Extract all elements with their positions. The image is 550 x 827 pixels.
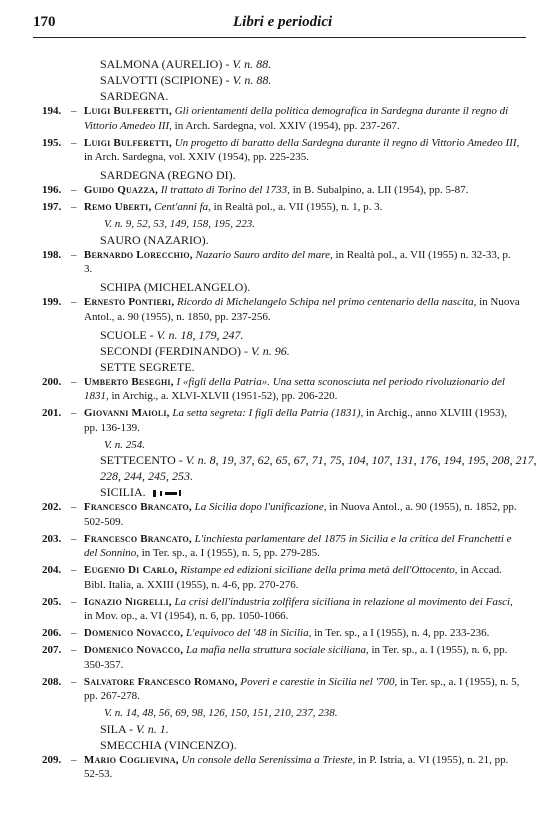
- entry-reference: in Accad. Bibl. Italia, a. XXIII (1955), n. 4-6, pp. 270-276.: [84, 564, 502, 591]
- entry-number: 194.: [42, 105, 62, 117]
- entry-title: Un console della Serenissima a Trieste,: [181, 753, 356, 766]
- entry-author: Luigi Bulferetti,: [83, 136, 172, 149]
- entry-author: Luigi Bulferetti,: [83, 105, 172, 117]
- entry-dash: –: [71, 595, 77, 608]
- subject-heading-text: SALMONA (AURELIO) -: [100, 57, 233, 71]
- entry-number: 197.: [42, 201, 62, 213]
- entry-title: Un progetto di baratto della Sardegna durante il regno di Vittorio Amedeo III,: [174, 136, 520, 149]
- entry-number: 200.: [42, 375, 62, 388]
- entry-dash: –: [71, 675, 77, 688]
- entry-title: Il trattato di Torino del 1733,: [160, 184, 290, 196]
- subject-heading: [0, 343, 550, 359]
- subject-heading: [0, 279, 550, 295]
- subject-heading: [0, 359, 550, 375]
- entry-title: Ristampe ed edizioni siciliane della prima metà dell'Ottocento,: [180, 564, 458, 576]
- entry-author: Giovanni Maioli,: [83, 407, 170, 419]
- entry-reference: in Mov. op., a. VI (1954), n. 6, pp. 1050-1066.: [84, 610, 289, 622]
- subject-heading-text: SILA -: [100, 721, 136, 736]
- entry-title: La setta segreta: I figli della Patria (1831),: [172, 407, 364, 419]
- subject-heading: [0, 452, 550, 484]
- bibliography-entry: [0, 563, 550, 592]
- subject-heading-text: SECONDI (FERDINANDO) -: [100, 343, 251, 358]
- subject-heading-text: SETTE SEGRETE.: [100, 359, 195, 374]
- bibliography-entry: [0, 136, 550, 165]
- bibliography-entry: [0, 406, 550, 435]
- entry-author: Bernardo Lorecchio,: [83, 248, 193, 261]
- entry-body: [0, 643, 550, 672]
- entry-title: Poveri e carestie in Sicilia nel '700,: [240, 675, 398, 688]
- entry-title: La crisi dell'industria zolfifera siciliana in relazione al movimento dei Fasci,: [174, 595, 513, 608]
- entry-dash: –: [71, 248, 77, 261]
- entry-title: Nazario Sauro ardito del mare,: [195, 248, 333, 261]
- entry-title: Gli orientamenti della politica demografica in Sardegna durante il regno di Vittorio Amedeo III,: [84, 105, 509, 132]
- subject-heading: [0, 737, 550, 753]
- page-header: [33, 14, 526, 38]
- subject-heading: [0, 232, 550, 248]
- cross-reference: V. n. 88.: [232, 57, 272, 71]
- entry-author: Umberto Beseghi,: [83, 375, 174, 388]
- bibliography-entry: [0, 183, 550, 198]
- cross-reference: V. n. 1.: [136, 721, 169, 736]
- entry-dash: –: [71, 375, 77, 388]
- subject-heading: [0, 484, 550, 500]
- running-head: Libri e periodici: [233, 14, 333, 30]
- entry-reference: in Archig., anno XLVIII (1953), pp. 136-139.: [84, 407, 508, 434]
- entry-title: Cent'anni fa,: [154, 201, 211, 213]
- entry-author: Remo Uberti,: [83, 201, 152, 213]
- subject-heading-text: SAURO (NAZARIO).: [100, 232, 209, 247]
- cross-reference: V. n. 96.: [251, 343, 290, 358]
- subject-heading: [0, 72, 550, 88]
- entry-title: L'equivoco del '48 in Sicilia,: [185, 627, 312, 639]
- bibliography-entry: [0, 375, 550, 404]
- entry-body: [0, 675, 550, 704]
- entry-reference: in Ter. sp., a I (1955), n. 4, pp. 233-236.: [314, 627, 490, 639]
- bibliography-entry: [0, 500, 550, 529]
- bibliography-entry: [0, 248, 550, 277]
- entry-author: Guido Quazza,: [83, 184, 159, 196]
- bibliography-list: [0, 56, 550, 784]
- bibliography-entry: [0, 626, 550, 641]
- ink-smudge-mark: [152, 489, 184, 498]
- entry-author: Domenico Novacco,: [83, 627, 184, 639]
- entry-number: 209.: [42, 753, 62, 766]
- entry-body: [0, 375, 550, 404]
- subject-heading: [0, 327, 550, 343]
- entry-number: 208.: [42, 675, 62, 688]
- entry-body: [0, 248, 550, 277]
- entry-body: [0, 626, 550, 641]
- entry-number: 207.: [42, 644, 62, 656]
- entry-number: 196.: [42, 184, 62, 196]
- bibliography-entry: [0, 532, 550, 561]
- entry-number: 198.: [42, 248, 62, 261]
- cross-reference: V. n. 18, 179, 247.: [156, 327, 244, 342]
- subject-heading-text: SALVOTTI (SCIPIONE) -: [100, 73, 233, 87]
- cross-reference: V. n. 88.: [232, 73, 272, 87]
- entry-reference: in Ter. sp., a. I (1955), n. 5, pp. 267-278.: [84, 675, 520, 702]
- entry-dash: –: [71, 296, 77, 308]
- entry-body: [0, 753, 550, 782]
- entry-reference: in Realtà pol., a. VII (1955), n. 1, p. 3.: [213, 201, 383, 213]
- entry-reference: in Archig., a. XLVI-XLVII (1951-52), pp. 206-220.: [111, 390, 338, 402]
- entry-author: Mario Coglievina,: [83, 753, 179, 766]
- entry-author: Salvatore Francesco Romano,: [83, 675, 238, 688]
- entry-number: 204.: [42, 564, 62, 576]
- entry-reference: in Realtà pol., a. VII (1955) n. 32-33, p. 3.: [84, 248, 511, 275]
- entry-body: [0, 136, 550, 165]
- entry-reference: in Ter. sp., a. I (1955), n. 6, pp. 350-357.: [84, 644, 508, 671]
- cross-reference: V. n. 254.: [104, 438, 146, 451]
- entry-author: Francesco Brancato,: [83, 532, 192, 545]
- entry-dash: –: [71, 184, 77, 196]
- entry-dash: –: [71, 627, 77, 639]
- entry-dash: –: [71, 136, 77, 149]
- subject-heading: [0, 88, 550, 104]
- entry-title: I «figli della Patria». Una setta sconosciuta nel periodo rivoluzionario del 1831,: [84, 375, 505, 402]
- entry-author: Eugenio Di Carlo,: [83, 564, 178, 576]
- bibliography-entry: [0, 295, 550, 324]
- entry-reference: in P. Istria, a. VI (1955), n. 21, pp. 52-53.: [84, 753, 509, 780]
- entry-title: La Sicilia dopo l'unificazione,: [194, 501, 327, 513]
- subject-heading-text: SARDEGNA (REGNO DI).: [100, 168, 236, 182]
- entry-reference: in B. Subalpino, a. LII (1954), pp. 5-87.: [292, 184, 469, 196]
- bibliography-entry: [0, 675, 550, 704]
- subject-heading-text: SETTECENTO -: [100, 453, 186, 467]
- entry-reference: in Arch. Sardegna, vol. XXIV (1954), pp. 237-267.: [174, 119, 400, 132]
- header-rule: [33, 37, 526, 38]
- bibliography-entry: [0, 643, 550, 672]
- entry-dash: –: [71, 753, 77, 766]
- entry-body: [0, 295, 550, 324]
- entry-number: 203.: [42, 532, 62, 545]
- cross-reference: V. n. 14, 48, 56, 69, 98, 126, 150, 151, 210, 237, 238.: [104, 707, 338, 719]
- entry-title: L'inchiesta parlamentare del 1875 in Sicilia e la critica del Franchetti e del Sonnino,: [84, 532, 512, 559]
- entry-body: [0, 183, 550, 198]
- entry-body: [0, 500, 550, 529]
- entry-author: Ignazio Nigrelli,: [83, 595, 172, 608]
- entry-body: [0, 406, 550, 435]
- entry-title: La mafia nella struttura sociale siciliana,: [185, 644, 369, 656]
- subject-heading: [0, 56, 550, 72]
- subject-heading-text: SMECCHIA (VINCENZO).: [100, 737, 237, 752]
- entry-dash: –: [71, 105, 77, 117]
- entry-body: [0, 532, 550, 561]
- entry-author: Francesco Brancato,: [83, 501, 192, 513]
- entry-title: Ricordo di Michelangelo Schipa nel primo centenario della nascita,: [177, 296, 477, 308]
- bibliography-entry: [0, 104, 550, 133]
- subject-heading-text: SICILIA.: [100, 485, 146, 499]
- entry-reference: in Arch. Sardegna, vol. XXIV (1954), pp. 225-235.: [84, 151, 309, 163]
- entry-dash: –: [71, 407, 77, 419]
- entry-number: 206.: [42, 627, 62, 639]
- subject-heading: [0, 167, 550, 183]
- entry-body: [0, 595, 550, 624]
- subject-heading-text: SCUOLE -: [100, 327, 157, 342]
- entry-dash: –: [71, 644, 77, 656]
- cross-reference: V. n. 9, 52, 53, 149, 158, 195, 223.: [104, 218, 256, 230]
- entry-dash: –: [71, 532, 77, 545]
- entry-number: 202.: [42, 501, 62, 513]
- entry-body: [0, 563, 550, 592]
- entry-reference: in Nuova Antol., a. 90 (1955), n. 1850, pp. 237-256.: [84, 296, 520, 323]
- entry-author: Domenico Novacco,: [83, 644, 184, 656]
- entry-number: 201.: [42, 407, 62, 419]
- entry-dash: –: [71, 201, 77, 213]
- bibliography-entry: [0, 200, 550, 215]
- entry-body: [0, 104, 550, 133]
- cross-reference: V. n. 8, 19, 37, 62, 65, 67, 71, 75, 104, 107, 131, 176, 194, 195, 208, 217, 228, 244, 245, 253.: [100, 453, 537, 483]
- subject-heading-text: SARDEGNA.: [100, 89, 169, 103]
- page-number: 170: [33, 14, 56, 30]
- bibliography-entry: [0, 595, 550, 624]
- entry-number: 199.: [42, 296, 62, 308]
- entry-author: Ernesto Pontieri,: [83, 296, 175, 308]
- bibliography-entry: [0, 753, 550, 782]
- entry-dash: –: [71, 564, 77, 576]
- subject-heading: [0, 721, 550, 737]
- entry-body: [0, 200, 550, 215]
- subject-heading-text: SCHIPA (MICHELANGELO).: [100, 280, 251, 294]
- entry-reference: in Ter. sp., a. I (1955), n. 5, pp. 279-285.: [141, 547, 320, 559]
- entry-number: 205.: [42, 595, 62, 608]
- entry-number: 195.: [42, 136, 62, 149]
- entry-dash: –: [71, 501, 77, 513]
- entry-reference: in Nuova Antol., a. 90 (1955), n. 1852, pp. 502-509.: [84, 501, 517, 528]
